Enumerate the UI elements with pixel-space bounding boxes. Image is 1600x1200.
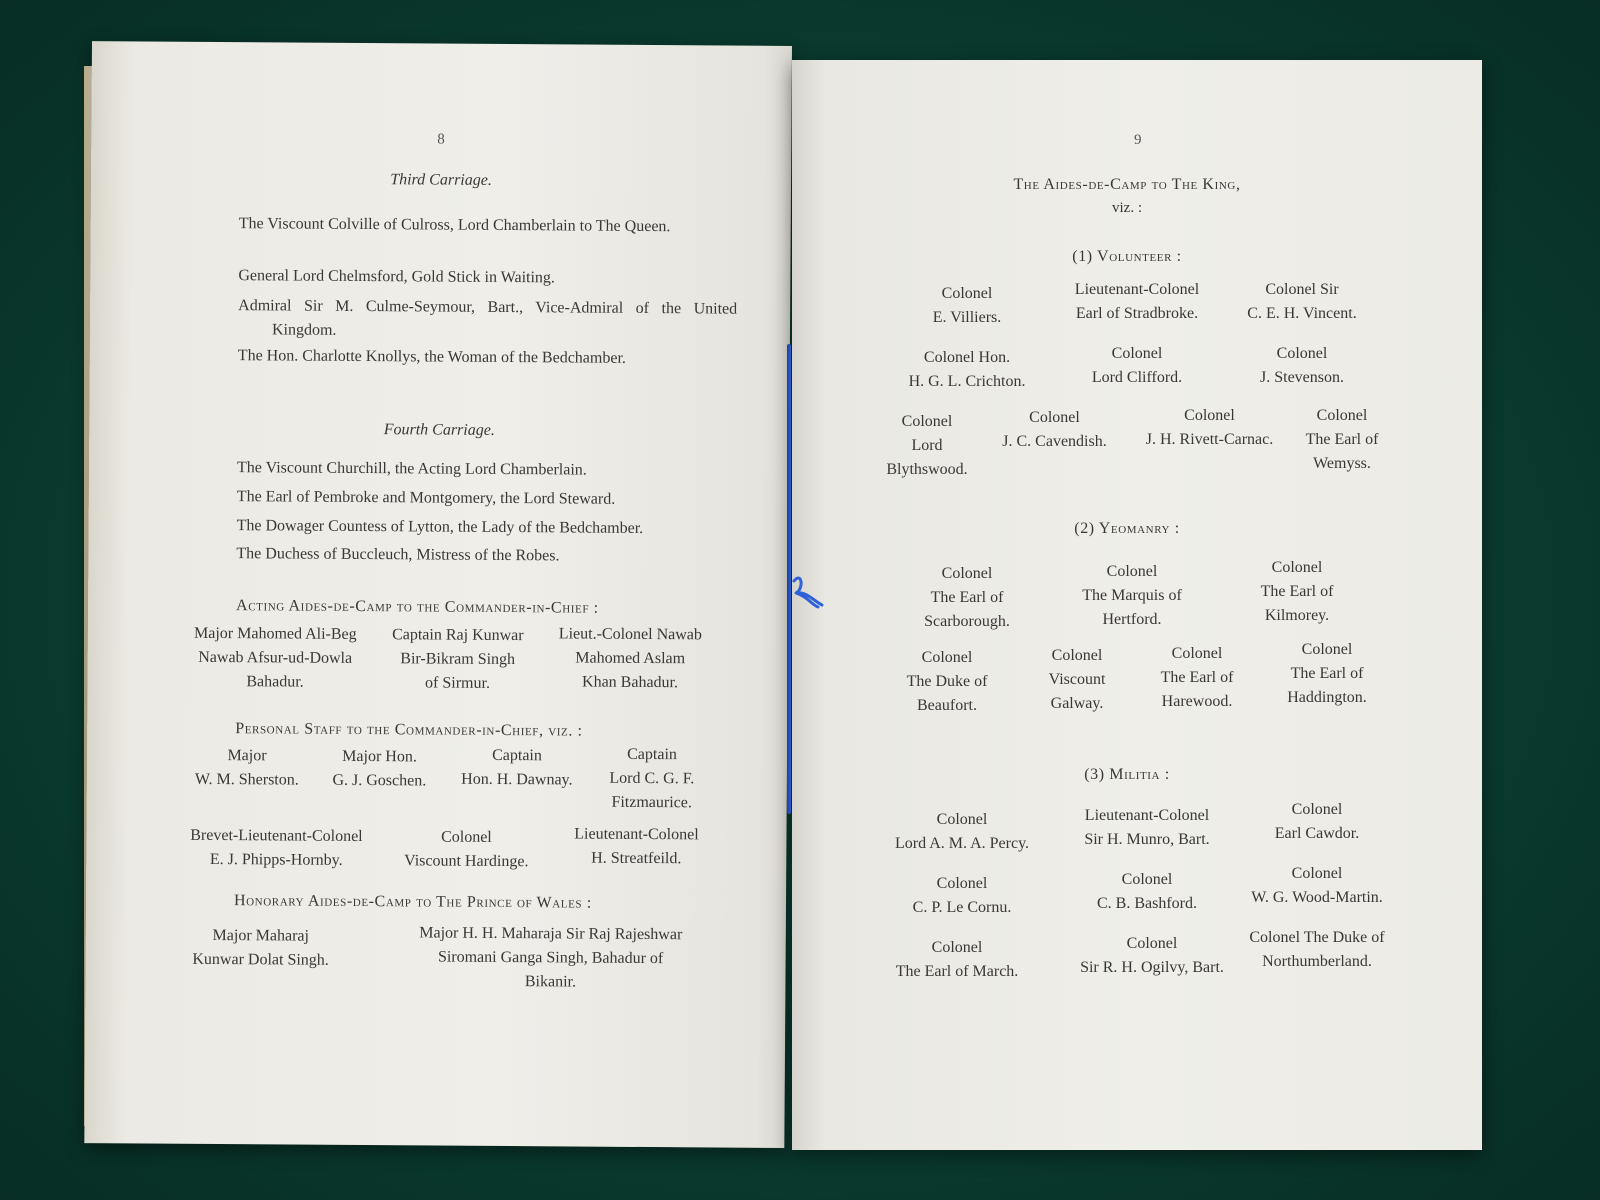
name-block: Colonel The Earl of Haddington. — [1287, 641, 1367, 706]
name-block: Major Hon. G. J. Goschen. — [332, 747, 427, 790]
fourth-carriage-entry: The Dowager Countess of Lytton, the Lady of the Bedchamber. — [236, 517, 644, 537]
name-block: Colonel W. G. Wood-Martin. — [1251, 865, 1383, 906]
name-block: Colonel Viscount Hardinge. — [404, 828, 529, 871]
third-carriage-entry: The Hon. Charlotte Knollys, the Woman of the Bedchamber. — [237, 347, 626, 367]
name-block: Major W. M. Sherston. — [194, 747, 299, 789]
name-block: Colonel C. B. Bashford. — [1097, 871, 1197, 912]
thread-knot — [792, 571, 826, 609]
name-block: Colonel The Earl of Harewood. — [1160, 645, 1234, 710]
name-block: Colonel Sir C. E. H. Vincent. — [1247, 281, 1357, 322]
name-block: Captain Raj Kunwar Bir-Bikram Singh of Sirmur. — [392, 626, 524, 692]
militia-heading: (3) Militia : — [1084, 766, 1170, 783]
name-block: Colonel The Earl of Wemyss. — [1305, 407, 1379, 472]
open-booklet — [92, 46, 1482, 1148]
name-block: Lieutenant-Colonel Sir H. Munro, Bart. — [1084, 807, 1210, 848]
acting-adc-heading: Acting Aides-de-Camp to the Commander-in-Chief : — [236, 597, 599, 617]
name-block: Major Maharaj Kunwar Dolat Singh. — [192, 926, 329, 969]
page-number: 9 — [1134, 132, 1142, 148]
binding-thread — [787, 344, 791, 814]
third-carriage-entry: The Viscount Colville of Culross, Lord Chamberlain to The Queen. — [238, 215, 671, 236]
name-block: Colonel The Earl of March. — [895, 939, 1019, 980]
name-block: Colonel Lord Clifford. — [1091, 345, 1183, 386]
third-carriage-entry: Admiral Sir M. Culme-Seymour, Bart., Vice-Admiral of the United Kingdom. — [238, 297, 738, 339]
name-block: Colonel Sir R. H. Ogilvy, Bart. — [1080, 935, 1224, 976]
left-page — [84, 41, 792, 1148]
name-block: Colonel E. Villiers. — [932, 285, 1002, 326]
name-block: Captain Lord C. G. F. Fitzmaurice. — [609, 745, 695, 812]
fourth-carriage-entry: The Duchess of Buccleuch, Mistress of the Robes. — [236, 545, 560, 565]
name-block: Colonel The Earl of Kilmorey. — [1260, 559, 1334, 624]
name-block: Colonel The Duke of Beaufort. — [906, 649, 988, 714]
name-block: Brevet-Lieutenant-Colonel E. J. Phipps-Hornby. — [190, 826, 363, 869]
name-block: Colonel Lord A. M. A. Percy. — [894, 811, 1030, 852]
name-block: Colonel J. C. Cavendish. — [1002, 409, 1107, 450]
name-block: Lieutenant-Colonel H. Streatfeild. — [574, 825, 699, 868]
name-block: Colonel J. Stevenson. — [1260, 345, 1344, 386]
fourth-carriage-entry: The Viscount Churchill, the Acting Lord Chamberlain. — [236, 459, 587, 479]
name-block: Major Mahomed Ali-Beg Nawab Afsur-ud-Dowla Bahadur. — [193, 624, 357, 691]
name-block: Major H. H. Maharaja Sir Raj Rajeshwar Siromani Ganga Singh, Bahadur of Bikanir. — [419, 924, 683, 991]
name-block: Captain Hon. H. Dawnay. — [461, 746, 573, 789]
aides-de-camp-heading: The Aides-de-Camp to The King, — [1013, 176, 1241, 193]
name-block: Colonel The Duke of Northumberland. — [1249, 929, 1385, 970]
name-block: Colonel The Earl of Scarborough. — [924, 565, 1010, 630]
name-block: Colonel J. H. Rivett-Carnac. — [1145, 407, 1274, 448]
page-number: 8 — [437, 131, 445, 148]
volunteer-heading: (1) Volunteer : — [1072, 248, 1182, 265]
fourth-carriage-heading: Fourth Carriage. — [383, 421, 495, 439]
honorary-adc-heading: Honorary Aides-de-Camp to The Prince of Wales : — [233, 892, 592, 912]
name-block: Colonel Hon. H. G. L. Crichton. — [908, 349, 1026, 390]
name-block: Colonel Viscount Galway. — [1048, 647, 1106, 712]
name-block: Lieutenant-Colonel Earl of Stradbroke. — [1074, 281, 1200, 322]
name-block: Colonel Lord Blythswood. — [886, 413, 968, 478]
right-page — [792, 60, 1482, 1150]
third-carriage-heading: Third Carriage. — [390, 171, 492, 189]
third-carriage-entry: General Lord Chelmsford, Gold Stick in Waiting. — [238, 267, 556, 287]
fourth-carriage-entry: The Earl of Pembroke and Montgomery, the Lord Steward. — [236, 488, 616, 508]
name-block: Colonel Earl Cawdor. — [1274, 801, 1360, 842]
yeomanry-heading: (2) Yeomanry : — [1074, 520, 1180, 537]
name-block: Colonel The Marquis of Hertford. — [1082, 563, 1182, 628]
name-block: Colonel C. P. Le Cornu. — [912, 875, 1012, 916]
viz-subheading: viz. : — [1112, 200, 1142, 216]
personal-staff-heading: Personal Staff to the Commander-in-Chief, viz. : — [235, 720, 583, 740]
name-block: Lieut.-Colonel Nawab Mahomed Aslam Khan Bahadur. — [558, 625, 702, 692]
